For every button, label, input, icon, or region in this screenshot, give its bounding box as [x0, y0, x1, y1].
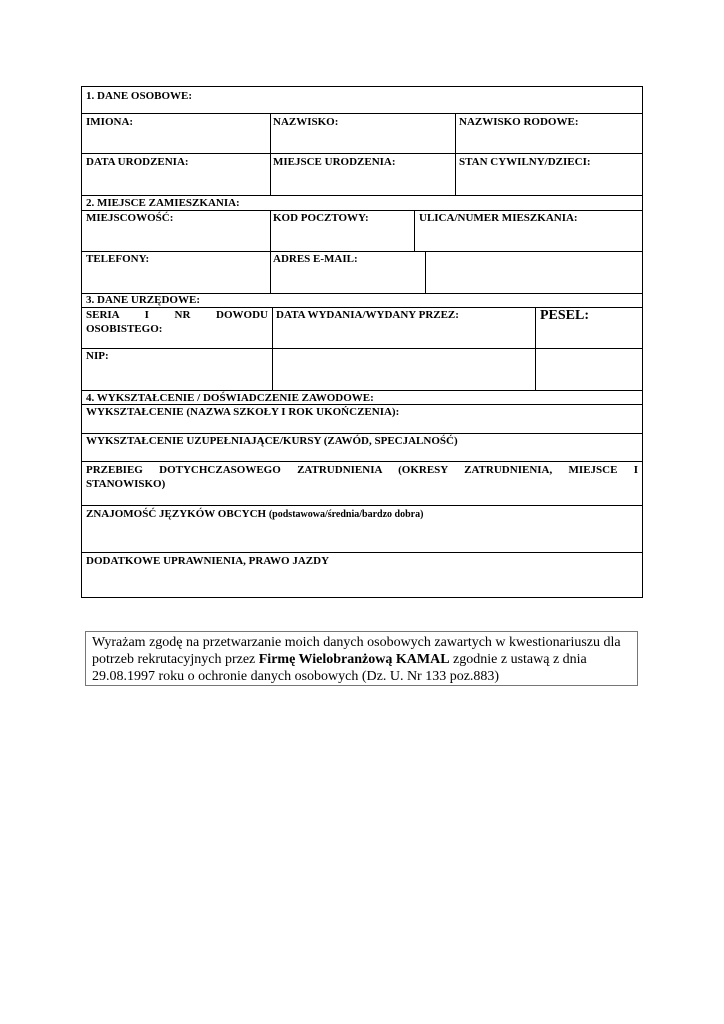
- column-divider: [270, 210, 271, 251]
- row-divider: [82, 461, 642, 462]
- languages-label-text: ZNAJOMOŚĆ JĘZYKÓW OBCYCH: [86, 508, 267, 520]
- row-divider: [82, 505, 642, 506]
- pesel-label: PESEL:: [540, 308, 590, 323]
- row-divider: [82, 113, 642, 114]
- section-residence: 2. MIEJSCE ZAMIESZKANIA:: [86, 197, 240, 209]
- email-label: ADRES E-MAIL:: [273, 253, 358, 265]
- column-divider: [455, 113, 456, 195]
- employment-history-label-line1: PRZEBIEG DOTYCHCZASOWEGO ZATRUDNIENIA (OKRESY ZATRUDNIENIA, MIEJSCE I: [86, 464, 638, 476]
- nip-label: NIP:: [86, 350, 109, 362]
- section-personal-data: 1. DANE OSOBOWE:: [86, 90, 193, 102]
- street-label: ULICA/NUMER MIESZKANIA:: [419, 212, 578, 224]
- languages-label: [86, 507, 423, 522]
- maiden-name-label: NAZWISKO RODOWE:: [459, 116, 579, 128]
- languages-levels-text: (podstawowa/średnia/bardzo dobra): [268, 509, 424, 520]
- id-number-label-line1: SERIA I NR DOWODU: [86, 309, 268, 321]
- city-label: MIEJSCOWOŚĆ:: [86, 212, 174, 224]
- education-label: WYKSZTAŁCENIE (NAZWA SZKOŁY I ROK UKOŃCZENIA):: [86, 406, 400, 418]
- birth-place-label: MIEJSCE URODZENIA:: [273, 156, 396, 168]
- surname-label: NAZWISKO:: [273, 116, 339, 128]
- additional-education-label: WYKSZTAŁCENIE UZUPEŁNIAJĄCE/KURSY (ZAWÓD, SPECJALNOŚĆ): [86, 435, 458, 447]
- row-divider: [82, 153, 642, 154]
- licenses-label: DODATKOWE UPRAWNIENIA, PRAWO JAZDY: [86, 555, 330, 567]
- issue-date-label: DATA WYDANIA/WYDANY PRZEZ:: [276, 309, 459, 321]
- id-number-label-line2: OSOBISTEGO:: [86, 323, 163, 335]
- data-processing-consent: [85, 631, 638, 686]
- column-divider: [270, 251, 271, 293]
- column-divider: [425, 251, 426, 293]
- column-divider: [270, 113, 271, 195]
- section-education-experience: 4. WYKSZTAŁCENIE / DOŚWIADCZENIE ZAWODOWE:: [86, 392, 374, 404]
- employment-history-label-line2: STANOWISKO): [86, 478, 166, 490]
- company-name: Firmę Wielobranżową KAMAL: [258, 652, 450, 667]
- birth-date-label: DATA URODZENIA:: [86, 156, 189, 168]
- column-divider: [535, 307, 536, 390]
- column-divider: [272, 307, 273, 390]
- row-divider: [82, 251, 642, 252]
- first-names-label: IMIONA:: [86, 116, 134, 128]
- section-official-data: 3. DANE URZĘDOWE:: [86, 294, 200, 306]
- postal-code-label: KOD POCZTOWY:: [273, 212, 369, 224]
- phones-label: TELEFONY:: [86, 253, 150, 265]
- row-divider: [82, 348, 642, 349]
- consent-text-part2: zgodnie z ustawą z dnia 29.08.1997 roku o ochronie danych osobowych (Dz. U. Nr 133 poz.883): [92, 652, 587, 684]
- marital-status-label: STAN CYWILNY/DZIECI:: [459, 156, 591, 168]
- column-divider: [414, 210, 415, 251]
- consent-text-part1: Wyrażam zgodę na przetwarzanie moich danych osobowych zawartych w kwestionariuszu dla potrzeb rekrutacyjnych przez: [92, 635, 621, 667]
- questionnaire-form: [81, 86, 643, 598]
- row-divider: [82, 552, 642, 553]
